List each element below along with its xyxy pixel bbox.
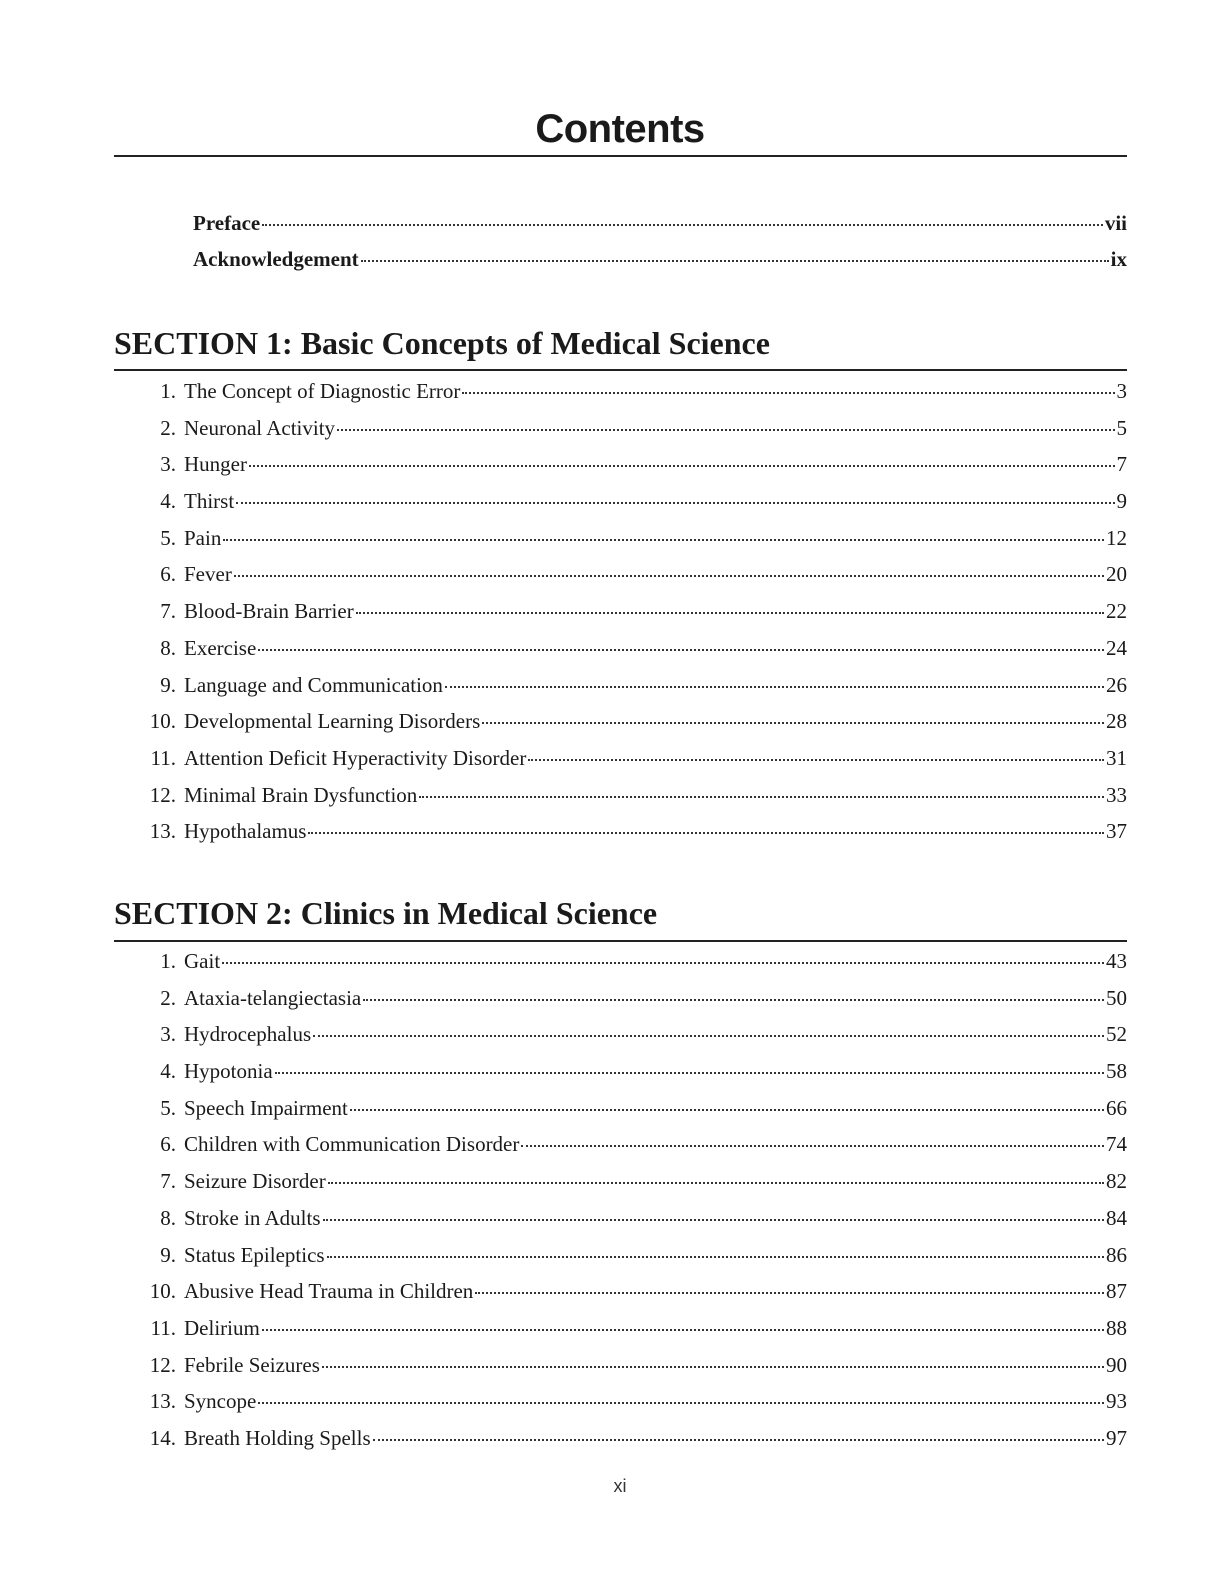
toc-entry-preface[interactable] <box>193 205 1127 241</box>
entry-page: 28 <box>1106 709 1127 734</box>
toc-entry[interactable] <box>140 1053 1127 1090</box>
entry-title: Developmental Learning Disorders <box>184 709 481 734</box>
entry-title: Seizure Disorder <box>184 1169 326 1194</box>
chapter-number: 11. <box>150 745 176 770</box>
dot-leader <box>323 1218 1104 1221</box>
chapter-number: 7. <box>160 599 176 624</box>
entry-title: Abusive Head Trauma in Children <box>184 1279 474 1304</box>
entry-page: ix <box>1110 247 1127 271</box>
toc-entry[interactable] <box>140 593 1127 630</box>
entry-page: 33 <box>1106 782 1127 807</box>
dot-leader <box>521 1144 1104 1147</box>
toc-entry[interactable] <box>140 703 1127 740</box>
entry-title: Language and Communication <box>184 672 443 697</box>
dot-leader <box>356 611 1104 614</box>
dot-leader <box>419 795 1104 798</box>
dot-leader <box>236 501 1114 504</box>
chapter-number: 14. <box>149 1425 176 1450</box>
entry-title: Ataxia-telangiectasia <box>184 985 362 1010</box>
toc-entry[interactable] <box>140 1237 1127 1274</box>
entry-page: 82 <box>1106 1169 1127 1194</box>
entry-page: 66 <box>1106 1095 1127 1120</box>
dot-leader <box>308 831 1104 834</box>
chapter-number: 4. <box>160 1059 176 1084</box>
entry-title: Febrile Seizures <box>184 1352 320 1377</box>
entry-page: 52 <box>1106 1022 1127 1047</box>
entry-page: 12 <box>1106 525 1127 550</box>
entry-title: The Concept of Diagnostic Error <box>184 379 461 403</box>
section-2-chapter-list <box>140 943 1127 1457</box>
toc-entry[interactable] <box>140 520 1127 557</box>
entry-page: 87 <box>1106 1279 1127 1304</box>
toc-entry[interactable] <box>140 373 1127 410</box>
chapter-number: 8. <box>160 635 176 660</box>
toc-entry[interactable] <box>140 1347 1127 1384</box>
toc-entry[interactable] <box>140 556 1127 593</box>
entry-page: 9 <box>1116 489 1127 514</box>
entry-page: 74 <box>1106 1132 1127 1157</box>
section-2-rule <box>114 940 1127 942</box>
front-matter-list <box>193 205 1127 277</box>
entry-page: 50 <box>1106 985 1127 1010</box>
entry-title: Children with Communication Disorder <box>184 1132 520 1157</box>
entry-title: Hunger <box>184 452 247 477</box>
dot-leader <box>313 1034 1104 1037</box>
dot-leader <box>258 1401 1104 1404</box>
toc-entry[interactable] <box>140 943 1127 980</box>
dot-leader <box>262 223 1103 226</box>
chapter-number: 1. <box>160 949 176 973</box>
toc-entry[interactable] <box>140 1090 1127 1127</box>
dot-leader <box>482 721 1104 724</box>
entry-title: Hydrocephalus <box>184 1022 312 1047</box>
chapter-number: 5. <box>160 525 176 550</box>
dot-leader <box>322 1365 1104 1368</box>
entry-title: Delirium <box>184 1315 260 1340</box>
entry-title: Blood-Brain Barrier <box>184 599 354 624</box>
entry-page: 84 <box>1106 1205 1127 1230</box>
dot-leader <box>327 1255 1104 1258</box>
dot-leader <box>234 574 1104 577</box>
toc-entry[interactable] <box>140 980 1127 1017</box>
toc-entry[interactable] <box>140 1420 1127 1457</box>
dot-leader <box>337 428 1114 431</box>
entry-title: Minimal Brain Dysfunction <box>184 782 418 807</box>
chapter-number: 3. <box>160 452 176 477</box>
chapter-number: 8. <box>160 1205 176 1230</box>
section-1-rule <box>114 369 1127 371</box>
chapter-number: 12. <box>149 782 176 807</box>
toc-entry[interactable] <box>140 630 1127 667</box>
dot-leader <box>258 648 1104 651</box>
chapter-number: 5. <box>160 1095 176 1120</box>
entry-page: 24 <box>1106 635 1127 660</box>
entry-title: Pain <box>184 525 222 550</box>
entry-title: Status Epileptics <box>184 1242 325 1267</box>
dot-leader <box>475 1291 1104 1294</box>
toc-entry[interactable] <box>140 1273 1127 1310</box>
entry-page: 88 <box>1106 1315 1127 1340</box>
dot-leader <box>262 1328 1104 1331</box>
entry-title: Breath Holding Spells <box>184 1425 371 1450</box>
entry-title: Acknowledgement <box>193 247 359 271</box>
toc-entry[interactable] <box>140 1310 1127 1347</box>
entry-title: Gait <box>184 949 221 973</box>
dot-leader <box>445 685 1104 688</box>
toc-entry[interactable] <box>140 1200 1127 1237</box>
dot-leader <box>350 1108 1104 1111</box>
entry-title: Hypothalamus <box>184 819 307 844</box>
chapter-number: 11. <box>150 1315 176 1340</box>
entry-title: Hypotonia <box>184 1059 273 1084</box>
chapter-number: 7. <box>160 1169 176 1194</box>
chapter-number: 10. <box>149 1279 176 1304</box>
entry-page: 58 <box>1106 1059 1127 1084</box>
dot-leader <box>528 758 1104 761</box>
entry-page: 26 <box>1106 672 1127 697</box>
page-number: xi <box>613 1476 627 1496</box>
chapter-number: 3. <box>160 1022 176 1047</box>
entry-title: Neuronal Activity <box>184 415 336 440</box>
entry-title: Syncope <box>184 1389 257 1414</box>
chapter-number: 4. <box>160 489 176 514</box>
toc-entry[interactable] <box>140 1383 1127 1420</box>
dot-leader <box>249 464 1115 467</box>
dot-leader <box>373 1438 1104 1441</box>
entry-page: 86 <box>1106 1242 1127 1267</box>
section-2-heading: SECTION 2: Clinics in Medical Science <box>114 895 658 931</box>
toc-entry[interactable] <box>140 813 1127 850</box>
toc-entry[interactable] <box>140 483 1127 520</box>
page-title: Contents <box>535 107 705 151</box>
section-1-heading: SECTION 1: Basic Concepts of Medical Science <box>114 325 770 361</box>
chapter-number: 13. <box>149 1389 176 1414</box>
entry-title: Thirst <box>184 489 235 514</box>
entry-title: Stroke in Adults <box>184 1205 321 1230</box>
toc-entry[interactable] <box>140 667 1127 704</box>
entry-title: Exercise <box>184 635 257 660</box>
entry-page: 37 <box>1106 819 1127 844</box>
entry-page: 31 <box>1106 745 1127 770</box>
dot-leader <box>223 538 1104 541</box>
chapter-number: 10. <box>149 709 176 734</box>
toc-entry[interactable] <box>140 446 1127 483</box>
dot-leader <box>462 391 1114 394</box>
entry-page: 7 <box>1116 452 1127 477</box>
dot-leader <box>363 998 1104 1001</box>
chapter-number: 2. <box>160 415 176 440</box>
toc-entry[interactable] <box>140 1016 1127 1053</box>
dot-leader <box>222 961 1104 964</box>
entry-title: Preface <box>193 211 261 235</box>
toc-entry[interactable] <box>140 410 1127 447</box>
chapter-number: 9. <box>160 1242 176 1267</box>
toc-entry[interactable] <box>140 1163 1127 1200</box>
toc-entry[interactable] <box>140 777 1127 814</box>
chapter-number: 6. <box>160 562 176 587</box>
toc-entry[interactable] <box>140 1126 1127 1163</box>
entry-page: 5 <box>1116 415 1127 440</box>
entry-title: Attention Deficit Hyperactivity Disorder <box>184 745 527 770</box>
title-rule <box>114 155 1127 157</box>
entry-title: Fever <box>184 562 232 587</box>
chapter-number: 9. <box>160 672 176 697</box>
entry-page: 97 <box>1106 1425 1127 1450</box>
chapter-number: 6. <box>160 1132 176 1157</box>
entry-page: 43 <box>1106 949 1127 973</box>
entry-page: 20 <box>1106 562 1127 587</box>
chapter-number: 12. <box>149 1352 176 1377</box>
entry-page: 22 <box>1106 599 1127 624</box>
chapter-number: 13. <box>149 819 176 844</box>
entry-page: 93 <box>1106 1389 1127 1414</box>
dot-leader <box>361 259 1109 262</box>
chapter-number: 1. <box>160 379 176 403</box>
entry-page: 3 <box>1116 379 1127 403</box>
toc-entry-acknowledgement[interactable] <box>193 241 1127 277</box>
dot-leader <box>328 1181 1104 1184</box>
section-1-chapter-list <box>140 373 1127 850</box>
dot-leader <box>275 1071 1104 1074</box>
entry-page: vii <box>1104 211 1127 235</box>
entry-title: Speech Impairment <box>184 1095 348 1120</box>
toc-entry[interactable] <box>140 740 1127 777</box>
entry-page: 90 <box>1106 1352 1127 1377</box>
chapter-number: 2. <box>160 985 176 1010</box>
